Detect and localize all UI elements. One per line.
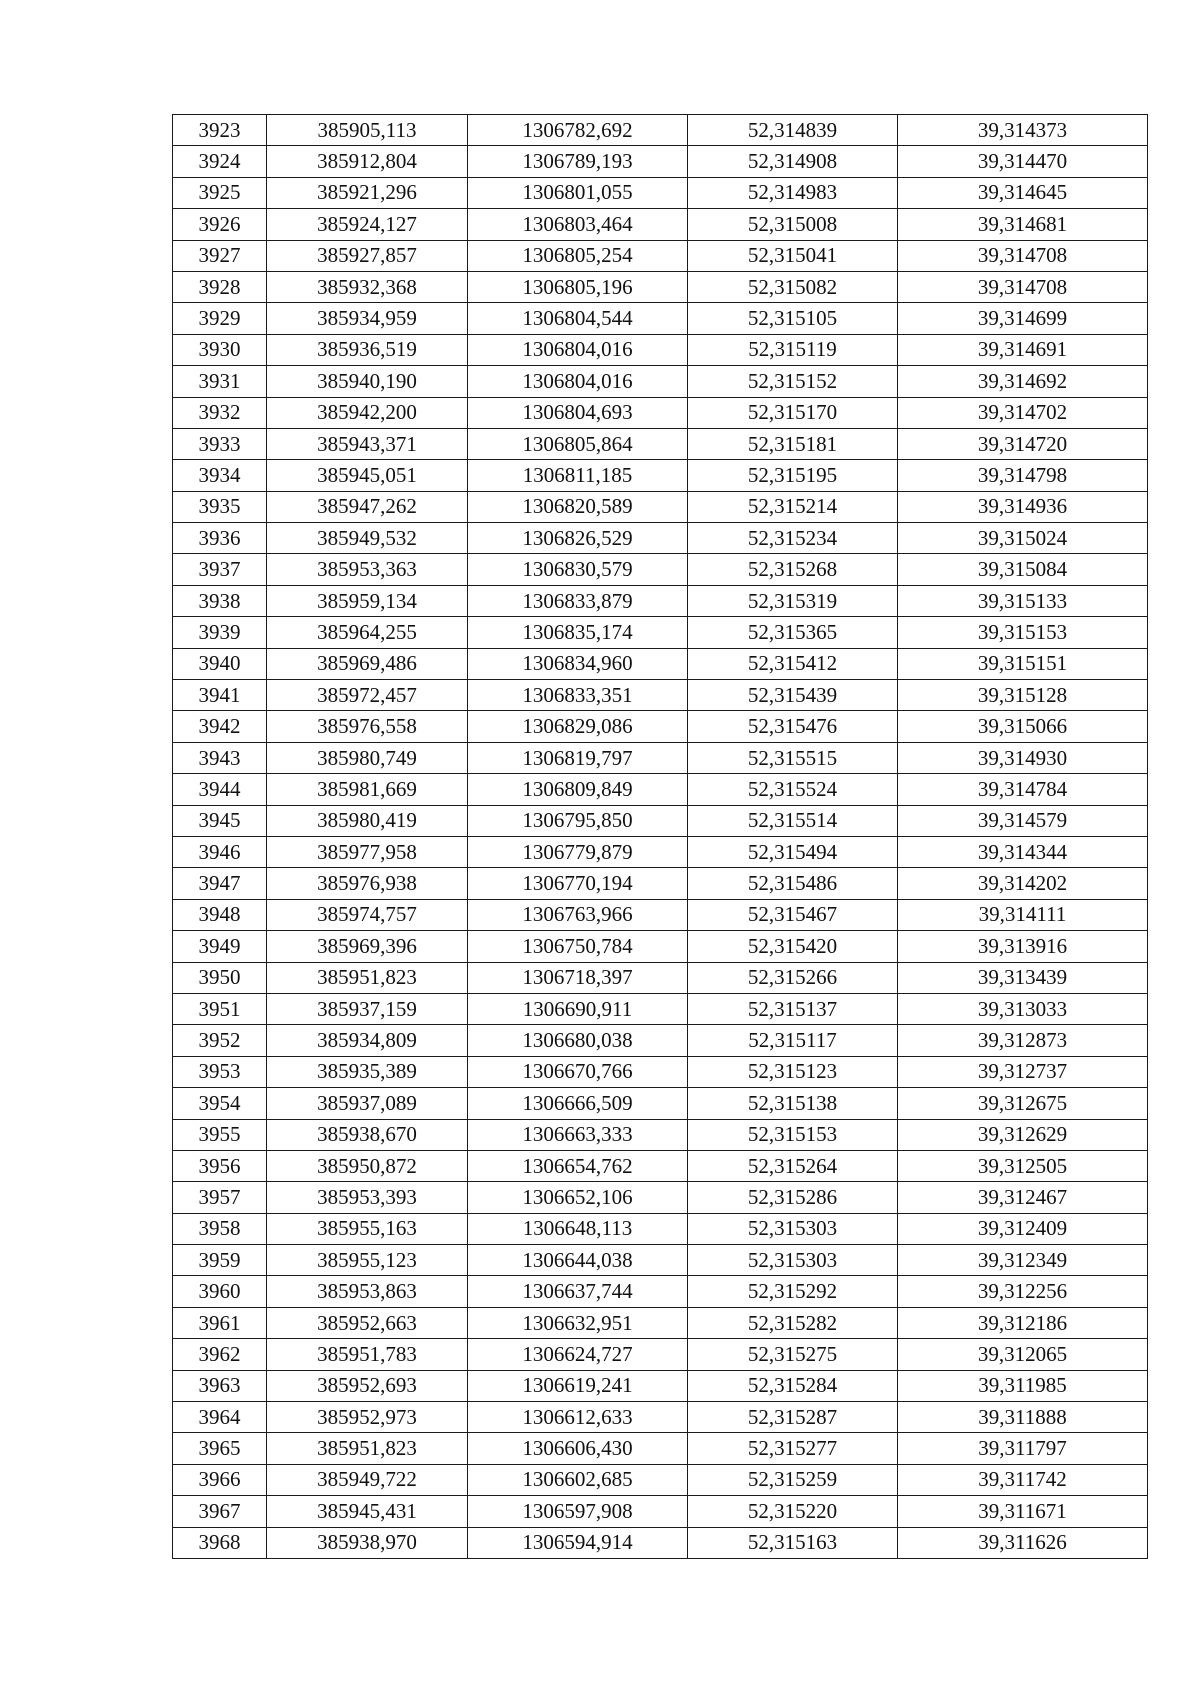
y-coordinate-cell: 1306718,397 <box>468 962 688 993</box>
x-coordinate-cell: 385951,823 <box>267 962 468 993</box>
table-row <box>173 397 1148 428</box>
point-number-cell: 3967 <box>173 1496 267 1527</box>
longitude-cell: 39,312629 <box>898 1119 1148 1150</box>
x-coordinate-cell: 385938,970 <box>267 1527 468 1558</box>
latitude-cell: 52,315170 <box>688 397 898 428</box>
table-row <box>173 617 1148 648</box>
longitude-cell: 39,314798 <box>898 460 1148 491</box>
longitude-cell: 39,312256 <box>898 1276 1148 1307</box>
x-coordinate-cell: 385950,872 <box>267 1150 468 1181</box>
x-coordinate-cell: 385964,255 <box>267 617 468 648</box>
longitude-cell: 39,314691 <box>898 334 1148 365</box>
table-row <box>173 1150 1148 1181</box>
x-coordinate-cell: 385972,457 <box>267 680 468 711</box>
latitude-cell: 52,315138 <box>688 1088 898 1119</box>
latitude-cell: 52,315420 <box>688 931 898 962</box>
y-coordinate-cell: 1306826,529 <box>468 523 688 554</box>
y-coordinate-cell: 1306789,193 <box>468 146 688 177</box>
point-number-cell: 3950 <box>173 962 267 993</box>
point-number-cell: 3936 <box>173 523 267 554</box>
point-number-cell: 3941 <box>173 680 267 711</box>
y-coordinate-cell: 1306606,430 <box>468 1433 688 1464</box>
table-row <box>173 303 1148 334</box>
latitude-cell: 52,314839 <box>688 115 898 146</box>
point-number-cell: 3938 <box>173 585 267 616</box>
longitude-cell: 39,314720 <box>898 428 1148 459</box>
x-coordinate-cell: 385949,532 <box>267 523 468 554</box>
x-coordinate-cell: 385936,519 <box>267 334 468 365</box>
y-coordinate-cell: 1306804,693 <box>468 397 688 428</box>
table-row <box>173 554 1148 585</box>
point-number-cell: 3942 <box>173 711 267 742</box>
latitude-cell: 52,315153 <box>688 1119 898 1150</box>
longitude-cell: 39,315066 <box>898 711 1148 742</box>
point-number-cell: 3933 <box>173 428 267 459</box>
x-coordinate-cell: 385934,809 <box>267 1025 468 1056</box>
latitude-cell: 52,315195 <box>688 460 898 491</box>
longitude-cell: 39,313916 <box>898 931 1148 962</box>
x-coordinate-cell: 385981,669 <box>267 774 468 805</box>
y-coordinate-cell: 1306779,879 <box>468 836 688 867</box>
x-coordinate-cell: 385937,089 <box>267 1088 468 1119</box>
longitude-cell: 39,314930 <box>898 742 1148 773</box>
latitude-cell: 52,315412 <box>688 648 898 679</box>
table-row <box>173 1276 1148 1307</box>
coordinate-table-body <box>173 115 1148 1559</box>
longitude-cell: 39,312737 <box>898 1056 1148 1087</box>
longitude-cell: 39,314692 <box>898 366 1148 397</box>
latitude-cell: 52,315515 <box>688 742 898 773</box>
point-number-cell: 3954 <box>173 1088 267 1119</box>
longitude-cell: 39,314645 <box>898 177 1148 208</box>
latitude-cell: 52,315303 <box>688 1245 898 1276</box>
x-coordinate-cell: 385974,757 <box>267 899 468 930</box>
x-coordinate-cell: 385952,663 <box>267 1307 468 1338</box>
table-row <box>173 1527 1148 1558</box>
table-row <box>173 1307 1148 1338</box>
table-row <box>173 1496 1148 1527</box>
y-coordinate-cell: 1306750,784 <box>468 931 688 962</box>
longitude-cell: 39,311742 <box>898 1464 1148 1495</box>
longitude-cell: 39,314470 <box>898 146 1148 177</box>
table-row <box>173 460 1148 491</box>
y-coordinate-cell: 1306663,333 <box>468 1119 688 1150</box>
table-row <box>173 805 1148 836</box>
coordinate-table <box>172 114 1148 1559</box>
table-row <box>173 1402 1148 1433</box>
x-coordinate-cell: 385951,823 <box>267 1433 468 1464</box>
y-coordinate-cell: 1306805,254 <box>468 240 688 271</box>
latitude-cell: 52,315365 <box>688 617 898 648</box>
point-number-cell: 3963 <box>173 1370 267 1401</box>
table-row <box>173 680 1148 711</box>
table-row <box>173 962 1148 993</box>
point-number-cell: 3953 <box>173 1056 267 1087</box>
point-number-cell: 3960 <box>173 1276 267 1307</box>
latitude-cell: 52,315514 <box>688 805 898 836</box>
longitude-cell: 39,314111 <box>898 899 1148 930</box>
latitude-cell: 52,315117 <box>688 1025 898 1056</box>
x-coordinate-cell: 385912,804 <box>267 146 468 177</box>
longitude-cell: 39,315024 <box>898 523 1148 554</box>
point-number-cell: 3929 <box>173 303 267 334</box>
x-coordinate-cell: 385940,190 <box>267 366 468 397</box>
latitude-cell: 52,315476 <box>688 711 898 742</box>
latitude-cell: 52,315008 <box>688 209 898 240</box>
table-row <box>173 1245 1148 1276</box>
point-number-cell: 3962 <box>173 1339 267 1370</box>
longitude-cell: 39,314699 <box>898 303 1148 334</box>
point-number-cell: 3956 <box>173 1150 267 1181</box>
table-row <box>173 240 1148 271</box>
x-coordinate-cell: 385942,200 <box>267 397 468 428</box>
table-row <box>173 1370 1148 1401</box>
longitude-cell: 39,314344 <box>898 836 1148 867</box>
x-coordinate-cell: 385980,749 <box>267 742 468 773</box>
point-number-cell: 3959 <box>173 1245 267 1276</box>
longitude-cell: 39,314936 <box>898 491 1148 522</box>
longitude-cell: 39,312675 <box>898 1088 1148 1119</box>
latitude-cell: 52,315181 <box>688 428 898 459</box>
x-coordinate-cell: 385945,051 <box>267 460 468 491</box>
table-row <box>173 585 1148 616</box>
table-row <box>173 271 1148 302</box>
y-coordinate-cell: 1306652,106 <box>468 1182 688 1213</box>
longitude-cell: 39,315153 <box>898 617 1148 648</box>
x-coordinate-cell: 385953,393 <box>267 1182 468 1213</box>
point-number-cell: 3932 <box>173 397 267 428</box>
latitude-cell: 52,315275 <box>688 1339 898 1370</box>
latitude-cell: 52,315319 <box>688 585 898 616</box>
x-coordinate-cell: 385969,396 <box>267 931 468 962</box>
longitude-cell: 39,315151 <box>898 648 1148 679</box>
longitude-cell: 39,314202 <box>898 868 1148 899</box>
longitude-cell: 39,315128 <box>898 680 1148 711</box>
longitude-cell: 39,314708 <box>898 271 1148 302</box>
y-coordinate-cell: 1306670,766 <box>468 1056 688 1087</box>
longitude-cell: 39,312873 <box>898 1025 1148 1056</box>
x-coordinate-cell: 385921,296 <box>267 177 468 208</box>
longitude-cell: 39,311797 <box>898 1433 1148 1464</box>
table-row <box>173 1213 1148 1244</box>
longitude-cell: 39,312065 <box>898 1339 1148 1370</box>
longitude-cell: 39,312349 <box>898 1245 1148 1276</box>
longitude-cell: 39,313033 <box>898 993 1148 1024</box>
point-number-cell: 3923 <box>173 115 267 146</box>
latitude-cell: 52,314908 <box>688 146 898 177</box>
longitude-cell: 39,311671 <box>898 1496 1148 1527</box>
point-number-cell: 3952 <box>173 1025 267 1056</box>
y-coordinate-cell: 1306801,055 <box>468 177 688 208</box>
y-coordinate-cell: 1306637,744 <box>468 1276 688 1307</box>
point-number-cell: 3949 <box>173 931 267 962</box>
table-row <box>173 774 1148 805</box>
y-coordinate-cell: 1306829,086 <box>468 711 688 742</box>
longitude-cell: 39,311626 <box>898 1527 1148 1558</box>
table-row <box>173 209 1148 240</box>
longitude-cell: 39,314681 <box>898 209 1148 240</box>
x-coordinate-cell: 385955,123 <box>267 1245 468 1276</box>
table-row <box>173 648 1148 679</box>
latitude-cell: 52,315214 <box>688 491 898 522</box>
x-coordinate-cell: 385959,134 <box>267 585 468 616</box>
latitude-cell: 52,315119 <box>688 334 898 365</box>
latitude-cell: 52,315524 <box>688 774 898 805</box>
point-number-cell: 3925 <box>173 177 267 208</box>
point-number-cell: 3964 <box>173 1402 267 1433</box>
table-row <box>173 899 1148 930</box>
point-number-cell: 3940 <box>173 648 267 679</box>
point-number-cell: 3939 <box>173 617 267 648</box>
x-coordinate-cell: 385953,863 <box>267 1276 468 1307</box>
y-coordinate-cell: 1306833,879 <box>468 585 688 616</box>
y-coordinate-cell: 1306619,241 <box>468 1370 688 1401</box>
y-coordinate-cell: 1306805,864 <box>468 428 688 459</box>
latitude-cell: 52,315266 <box>688 962 898 993</box>
latitude-cell: 52,315268 <box>688 554 898 585</box>
table-row <box>173 1088 1148 1119</box>
x-coordinate-cell: 385951,783 <box>267 1339 468 1370</box>
latitude-cell: 52,315286 <box>688 1182 898 1213</box>
longitude-cell: 39,312409 <box>898 1213 1148 1244</box>
table-row <box>173 836 1148 867</box>
latitude-cell: 52,315220 <box>688 1496 898 1527</box>
y-coordinate-cell: 1306804,544 <box>468 303 688 334</box>
longitude-cell: 39,314702 <box>898 397 1148 428</box>
y-coordinate-cell: 1306632,951 <box>468 1307 688 1338</box>
table-row <box>173 742 1148 773</box>
longitude-cell: 39,311985 <box>898 1370 1148 1401</box>
table-row <box>173 1182 1148 1213</box>
point-number-cell: 3935 <box>173 491 267 522</box>
x-coordinate-cell: 385905,113 <box>267 115 468 146</box>
y-coordinate-cell: 1306594,914 <box>468 1527 688 1558</box>
y-coordinate-cell: 1306690,911 <box>468 993 688 1024</box>
y-coordinate-cell: 1306795,850 <box>468 805 688 836</box>
y-coordinate-cell: 1306803,464 <box>468 209 688 240</box>
point-number-cell: 3944 <box>173 774 267 805</box>
point-number-cell: 3958 <box>173 1213 267 1244</box>
x-coordinate-cell: 385935,389 <box>267 1056 468 1087</box>
point-number-cell: 3934 <box>173 460 267 491</box>
latitude-cell: 52,315259 <box>688 1464 898 1495</box>
point-number-cell: 3968 <box>173 1527 267 1558</box>
y-coordinate-cell: 1306819,797 <box>468 742 688 773</box>
y-coordinate-cell: 1306805,196 <box>468 271 688 302</box>
point-number-cell: 3966 <box>173 1464 267 1495</box>
table-row <box>173 428 1148 459</box>
point-number-cell: 3955 <box>173 1119 267 1150</box>
latitude-cell: 52,315282 <box>688 1307 898 1338</box>
latitude-cell: 52,315041 <box>688 240 898 271</box>
point-number-cell: 3965 <box>173 1433 267 1464</box>
x-coordinate-cell: 385952,693 <box>267 1370 468 1401</box>
table-row <box>173 993 1148 1024</box>
y-coordinate-cell: 1306597,908 <box>468 1496 688 1527</box>
latitude-cell: 52,315287 <box>688 1402 898 1433</box>
point-number-cell: 3928 <box>173 271 267 302</box>
table-row <box>173 711 1148 742</box>
latitude-cell: 52,315264 <box>688 1150 898 1181</box>
table-row <box>173 146 1148 177</box>
point-number-cell: 3931 <box>173 366 267 397</box>
point-number-cell: 3951 <box>173 993 267 1024</box>
table-row <box>173 1433 1148 1464</box>
latitude-cell: 52,315123 <box>688 1056 898 1087</box>
longitude-cell: 39,314373 <box>898 115 1148 146</box>
x-coordinate-cell: 385976,558 <box>267 711 468 742</box>
point-number-cell: 3930 <box>173 334 267 365</box>
y-coordinate-cell: 1306811,185 <box>468 460 688 491</box>
latitude-cell: 52,315439 <box>688 680 898 711</box>
y-coordinate-cell: 1306834,960 <box>468 648 688 679</box>
table-row <box>173 931 1148 962</box>
y-coordinate-cell: 1306680,038 <box>468 1025 688 1056</box>
table-row <box>173 491 1148 522</box>
y-coordinate-cell: 1306602,685 <box>468 1464 688 1495</box>
table-row <box>173 334 1148 365</box>
y-coordinate-cell: 1306804,016 <box>468 334 688 365</box>
y-coordinate-cell: 1306835,174 <box>468 617 688 648</box>
table-row <box>173 115 1148 146</box>
x-coordinate-cell: 385969,486 <box>267 648 468 679</box>
longitude-cell: 39,314579 <box>898 805 1148 836</box>
longitude-cell: 39,312186 <box>898 1307 1148 1338</box>
x-coordinate-cell: 385980,419 <box>267 805 468 836</box>
longitude-cell: 39,312505 <box>898 1150 1148 1181</box>
point-number-cell: 3937 <box>173 554 267 585</box>
latitude-cell: 52,315467 <box>688 899 898 930</box>
latitude-cell: 52,315152 <box>688 366 898 397</box>
x-coordinate-cell: 385924,127 <box>267 209 468 240</box>
y-coordinate-cell: 1306624,727 <box>468 1339 688 1370</box>
point-number-cell: 3927 <box>173 240 267 271</box>
longitude-cell: 39,311888 <box>898 1402 1148 1433</box>
table-row <box>173 1025 1148 1056</box>
table-row <box>173 366 1148 397</box>
y-coordinate-cell: 1306612,633 <box>468 1402 688 1433</box>
x-coordinate-cell: 385934,959 <box>267 303 468 334</box>
y-coordinate-cell: 1306654,762 <box>468 1150 688 1181</box>
table-row <box>173 1339 1148 1370</box>
latitude-cell: 52,315234 <box>688 523 898 554</box>
latitude-cell: 52,315284 <box>688 1370 898 1401</box>
y-coordinate-cell: 1306648,113 <box>468 1213 688 1244</box>
point-number-cell: 3945 <box>173 805 267 836</box>
longitude-cell: 39,312467 <box>898 1182 1148 1213</box>
latitude-cell: 52,314983 <box>688 177 898 208</box>
y-coordinate-cell: 1306782,692 <box>468 115 688 146</box>
latitude-cell: 52,315082 <box>688 271 898 302</box>
table-row <box>173 868 1148 899</box>
point-number-cell: 3948 <box>173 899 267 930</box>
x-coordinate-cell: 385927,857 <box>267 240 468 271</box>
longitude-cell: 39,315133 <box>898 585 1148 616</box>
longitude-cell: 39,313439 <box>898 962 1148 993</box>
longitude-cell: 39,314708 <box>898 240 1148 271</box>
point-number-cell: 3924 <box>173 146 267 177</box>
y-coordinate-cell: 1306820,589 <box>468 491 688 522</box>
y-coordinate-cell: 1306804,016 <box>468 366 688 397</box>
point-number-cell: 3943 <box>173 742 267 773</box>
latitude-cell: 52,315105 <box>688 303 898 334</box>
x-coordinate-cell: 385943,371 <box>267 428 468 459</box>
point-number-cell: 3947 <box>173 868 267 899</box>
y-coordinate-cell: 1306809,849 <box>468 774 688 805</box>
latitude-cell: 52,315137 <box>688 993 898 1024</box>
latitude-cell: 52,315486 <box>688 868 898 899</box>
point-number-cell: 3961 <box>173 1307 267 1338</box>
x-coordinate-cell: 385937,159 <box>267 993 468 1024</box>
point-number-cell: 3926 <box>173 209 267 240</box>
point-number-cell: 3957 <box>173 1182 267 1213</box>
table-row <box>173 523 1148 554</box>
point-number-cell: 3946 <box>173 836 267 867</box>
latitude-cell: 52,315163 <box>688 1527 898 1558</box>
table-row <box>173 177 1148 208</box>
x-coordinate-cell: 385955,163 <box>267 1213 468 1244</box>
y-coordinate-cell: 1306833,351 <box>468 680 688 711</box>
x-coordinate-cell: 385947,262 <box>267 491 468 522</box>
longitude-cell: 39,315084 <box>898 554 1148 585</box>
latitude-cell: 52,315494 <box>688 836 898 867</box>
x-coordinate-cell: 385976,938 <box>267 868 468 899</box>
table-row <box>173 1056 1148 1087</box>
latitude-cell: 52,315277 <box>688 1433 898 1464</box>
table-row <box>173 1464 1148 1495</box>
x-coordinate-cell: 385977,958 <box>267 836 468 867</box>
x-coordinate-cell: 385949,722 <box>267 1464 468 1495</box>
y-coordinate-cell: 1306770,194 <box>468 868 688 899</box>
x-coordinate-cell: 385945,431 <box>267 1496 468 1527</box>
x-coordinate-cell: 385952,973 <box>267 1402 468 1433</box>
y-coordinate-cell: 1306763,966 <box>468 899 688 930</box>
y-coordinate-cell: 1306830,579 <box>468 554 688 585</box>
table-row <box>173 1119 1148 1150</box>
y-coordinate-cell: 1306666,509 <box>468 1088 688 1119</box>
longitude-cell: 39,314784 <box>898 774 1148 805</box>
x-coordinate-cell: 385938,670 <box>267 1119 468 1150</box>
latitude-cell: 52,315303 <box>688 1213 898 1244</box>
latitude-cell: 52,315292 <box>688 1276 898 1307</box>
y-coordinate-cell: 1306644,038 <box>468 1245 688 1276</box>
x-coordinate-cell: 385953,363 <box>267 554 468 585</box>
x-coordinate-cell: 385932,368 <box>267 271 468 302</box>
